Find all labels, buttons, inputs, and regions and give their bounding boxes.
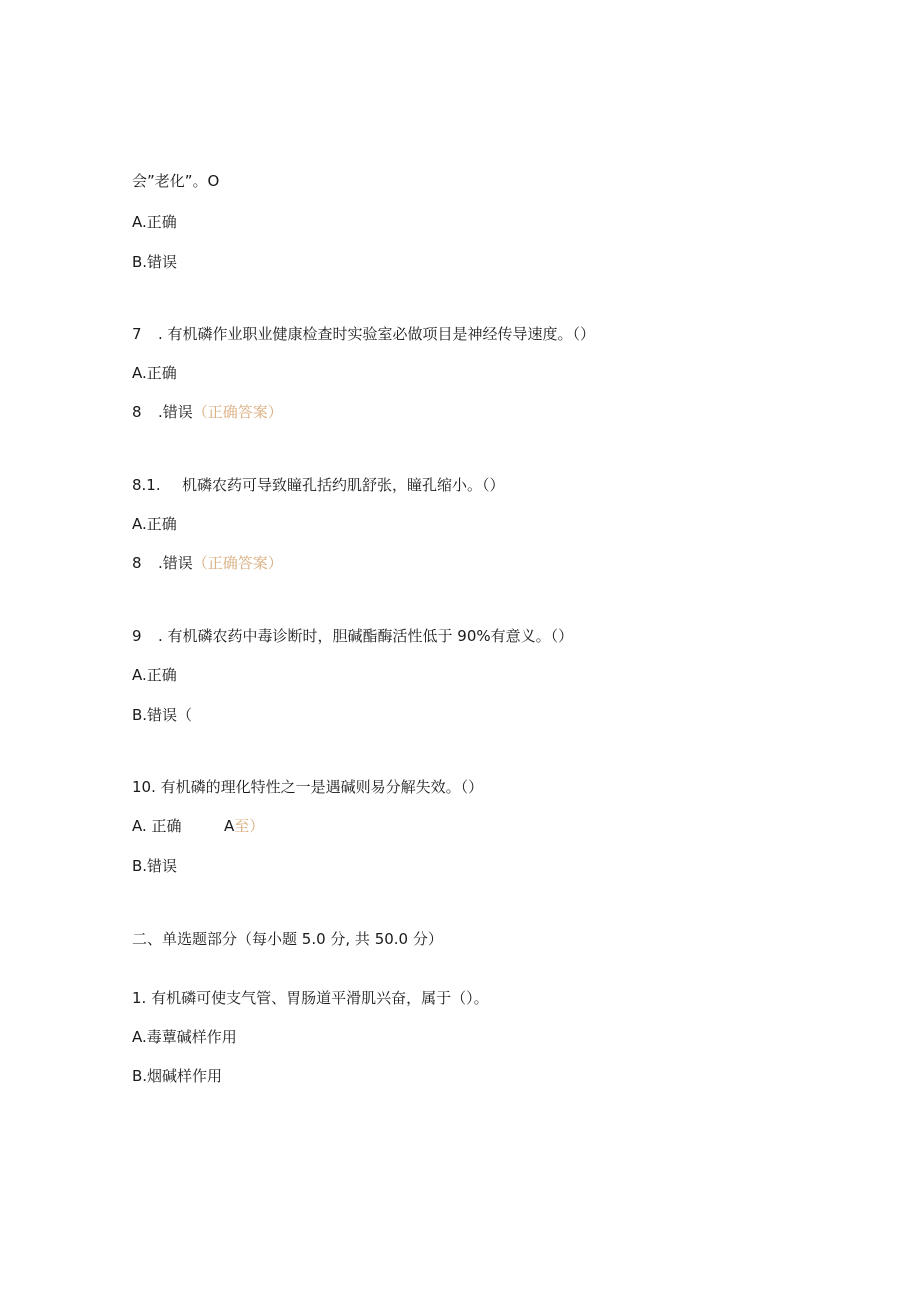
question-10-option-b: B.错误: [132, 857, 178, 875]
question-7: [132, 324, 595, 344]
question-8-option-b-number: 8: [132, 554, 142, 572]
question-7-option-b-number: 8: [132, 403, 142, 421]
question-9-option-b: B.错误（: [132, 706, 193, 724]
question-7-option-a: A.正确: [132, 364, 177, 382]
correct-answer-note: （正确答案）: [192, 403, 283, 421]
question-8-option-b-text: .错误: [158, 554, 193, 572]
correct-answer-note: 至）: [234, 817, 265, 835]
question-8-number: 8.1.: [132, 476, 161, 494]
question-6-option-a: A.正确: [132, 213, 177, 231]
question-8: [132, 475, 505, 495]
question-9-option-a: A.正确: [132, 666, 177, 684]
single-choice-question-1-option-a: A.毒蕈碱样作用: [132, 1028, 237, 1046]
single-choice-question-1-option-b: B.烟碱样作用: [132, 1067, 223, 1085]
question-8-option-a: A.正确: [132, 515, 177, 533]
question-6-continuation: 会”老化”。O: [132, 172, 220, 190]
question-7-option-b-text: .错误: [158, 403, 193, 421]
question-10: 10. 有机磷的理化特性之一是遇碱则易分解失效。（）: [132, 778, 484, 796]
question-10-option-a: [132, 816, 264, 836]
question-10-option-a-text: A. 正确: [132, 817, 182, 835]
question-8-option-b: [132, 553, 283, 573]
question-7-text: . 有机磷作业职业健康检查时实验室必做项目是神经传导速度。（）: [158, 325, 596, 343]
answer-mark: A: [224, 817, 235, 835]
correct-answer-note: （正确答案）: [192, 554, 283, 572]
section-heading: 二、单选题部分（每小题 5.0 分, 共 50.0 分）: [132, 930, 443, 948]
question-9-text: . 有机磷农药中毒诊断时，胆碱酯酶活性低于 90%有意义。（）: [158, 627, 574, 645]
question-8-text: 机磷农药可导致瞳孔括约肌舒张，瞳孔缩小。（）: [182, 476, 505, 494]
question-6-option-b: B.错误: [132, 253, 178, 271]
single-choice-question-1: 1. 有机磷可使支气管、胃肠道平滑肌兴奋，属于（）。: [132, 989, 489, 1007]
question-7-number: 7: [132, 325, 142, 343]
question-9: [132, 626, 573, 646]
question-9-number: 9: [132, 627, 142, 645]
question-7-option-b: [132, 402, 283, 422]
